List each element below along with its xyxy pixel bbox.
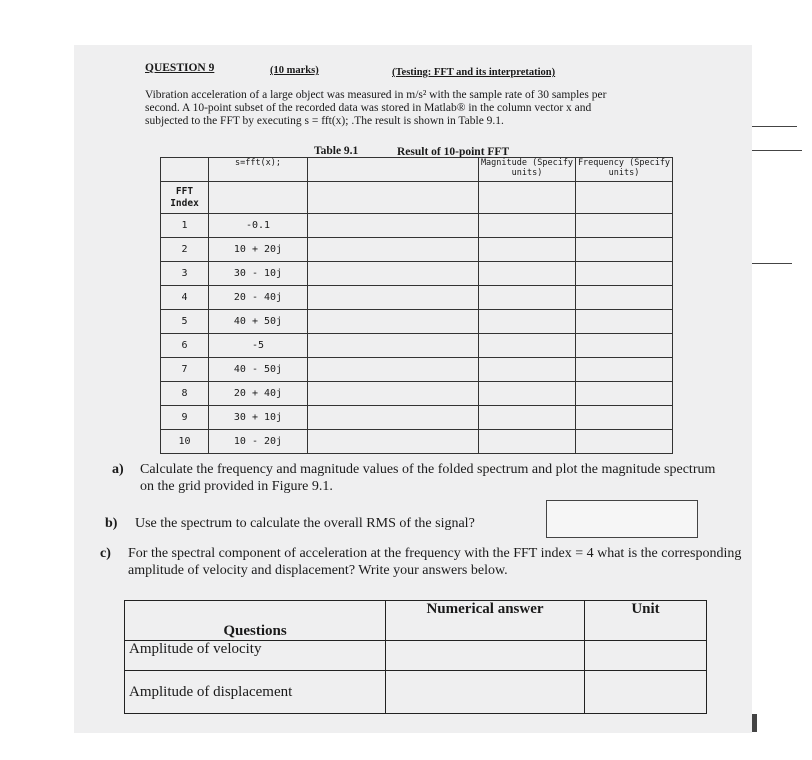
fft-value-cell: 40 - 50j (209, 358, 308, 382)
question-c-label: c) (100, 546, 111, 561)
question-b-text: Use the spectrum to calculate the overall RMS of the signal? (135, 516, 475, 531)
blank-cell (308, 406, 479, 430)
question-a (112, 461, 722, 495)
blank-cell (308, 286, 479, 310)
blank-cell (308, 262, 479, 286)
fft-row (161, 238, 673, 262)
fft-row (161, 358, 673, 382)
question-c (100, 545, 750, 579)
blank-cell (308, 158, 479, 182)
magnitude-answer-cell[interactable] (479, 286, 576, 310)
fft-value-cell: 40 + 50j (209, 310, 308, 334)
col-header-frequency: Frequency (Specify units) (576, 158, 673, 182)
blank-cell (308, 382, 479, 406)
intro-line-3: subjected to the FFT by executing s = fft(x); .The result is shown in Table 9.1. (145, 115, 504, 127)
fft-index-cell: 6 (161, 334, 209, 358)
col-header-s: s=fft(x); (209, 158, 308, 182)
frequency-answer-cell[interactable] (576, 310, 673, 334)
fft-value-cell: 10 - 20j (209, 430, 308, 454)
blank-cell (308, 238, 479, 262)
blank-cell (308, 214, 479, 238)
answer-col-unit: Unit (585, 601, 707, 641)
frequency-answer-cell[interactable] (576, 358, 673, 382)
frequency-answer-cell[interactable] (576, 334, 673, 358)
answer-table (124, 600, 707, 714)
blank-cell (308, 310, 479, 334)
fft-index-cell: 10 (161, 430, 209, 454)
fft-value-cell: 20 + 40j (209, 382, 308, 406)
answer-col-numerical: Numerical answer (386, 601, 585, 641)
table-caption-label: Table 9.1 (314, 145, 359, 157)
blank-cell (308, 334, 479, 358)
displacement-numerical-input[interactable] (386, 671, 585, 714)
magnitude-answer-cell[interactable] (479, 214, 576, 238)
edge-mark (752, 714, 757, 732)
frequency-answer-cell[interactable] (576, 238, 673, 262)
fft-value-cell: 30 - 10j (209, 262, 308, 286)
velocity-unit-input[interactable] (585, 641, 707, 671)
fft-row (161, 286, 673, 310)
fft-value-cell: -0.1 (209, 214, 308, 238)
fft-value-cell: 30 + 10j (209, 406, 308, 430)
header-empty-cell (161, 158, 209, 182)
fft-row (161, 334, 673, 358)
frequency-answer-cell[interactable] (576, 262, 673, 286)
fft-index-cell: 5 (161, 310, 209, 334)
magnitude-answer-cell[interactable] (479, 382, 576, 406)
magnitude-answer-cell[interactable] (479, 406, 576, 430)
question-b (105, 515, 545, 532)
fft-index-cell: 9 (161, 406, 209, 430)
question-topic: (Testing: FFT and its interpretation) (392, 67, 556, 78)
frequency-answer-cell[interactable] (576, 406, 673, 430)
magnitude-answer-cell[interactable] (479, 238, 576, 262)
velocity-numerical-input[interactable] (386, 641, 585, 671)
frequency-answer-cell[interactable] (576, 214, 673, 238)
magnitude-answer-cell[interactable] (479, 358, 576, 382)
question-b-label: b) (105, 516, 118, 531)
edge-line (752, 263, 792, 264)
question-a-label: a) (112, 462, 124, 477)
blank-cell (308, 358, 479, 382)
fft-row (161, 262, 673, 286)
fft-index-cell: 7 (161, 358, 209, 382)
fft-row (161, 406, 673, 430)
fft-value-cell: -5 (209, 334, 308, 358)
fft-index-cell: 3 (161, 262, 209, 286)
fft-table (160, 157, 673, 454)
frequency-answer-cell[interactable] (576, 430, 673, 454)
answer-row-displacement-label: Amplitude of displacement (125, 671, 386, 714)
edge-line (752, 150, 802, 151)
displacement-unit-input[interactable] (585, 671, 707, 714)
table-caption-title: Result of 10-point FFT (397, 146, 510, 158)
col-header-index: FFT Index (161, 182, 209, 214)
col-header-magnitude: Magnitude (Specify units) (479, 158, 576, 182)
magnitude-answer-cell[interactable] (479, 430, 576, 454)
magnitude-answer-cell[interactable] (479, 310, 576, 334)
frequency-answer-cell[interactable] (576, 382, 673, 406)
fft-row (161, 214, 673, 238)
fft-index-cell: 2 (161, 238, 209, 262)
frequency-answer-cell[interactable] (576, 286, 673, 310)
edge-line (752, 126, 797, 127)
fft-value-cell: 20 - 40j (209, 286, 308, 310)
answer-col-questions: Questions (125, 601, 386, 641)
question-marks: (10 marks) (270, 65, 319, 76)
blank-cell (308, 430, 479, 454)
magnitude-answer-cell[interactable] (479, 262, 576, 286)
question-c-text: For the spectral component of acceleration at the frequency with the FFT index = 4 what is the corresponding amplitude of velocity and displacement? Write your answers below. (128, 546, 742, 578)
magnitude-answer-cell[interactable] (479, 334, 576, 358)
fft-value-cell: 10 + 20j (209, 238, 308, 262)
answer-row-velocity-label: Amplitude of velocity (125, 641, 386, 671)
question-a-text: Calculate the frequency and magnitude values of the folded spectrum and plot the magnitude spectrum on the grid provided in Figure 9.1. (140, 462, 716, 494)
fft-row (161, 430, 673, 454)
fft-index-cell: 1 (161, 214, 209, 238)
fft-index-cell: 4 (161, 286, 209, 310)
intro-line-1: Vibration acceleration of a large object was measured in m/s² with the sample rate of 30 samples per (145, 89, 607, 101)
fft-index-cell: 8 (161, 382, 209, 406)
question-number: QUESTION 9 (145, 62, 215, 74)
fft-row (161, 310, 673, 334)
intro-line-2: second. A 10-point subset of the recorded data was stored in Matlab® in the column vector x and (145, 102, 592, 114)
rms-answer-box[interactable] (546, 500, 698, 538)
fft-row (161, 382, 673, 406)
